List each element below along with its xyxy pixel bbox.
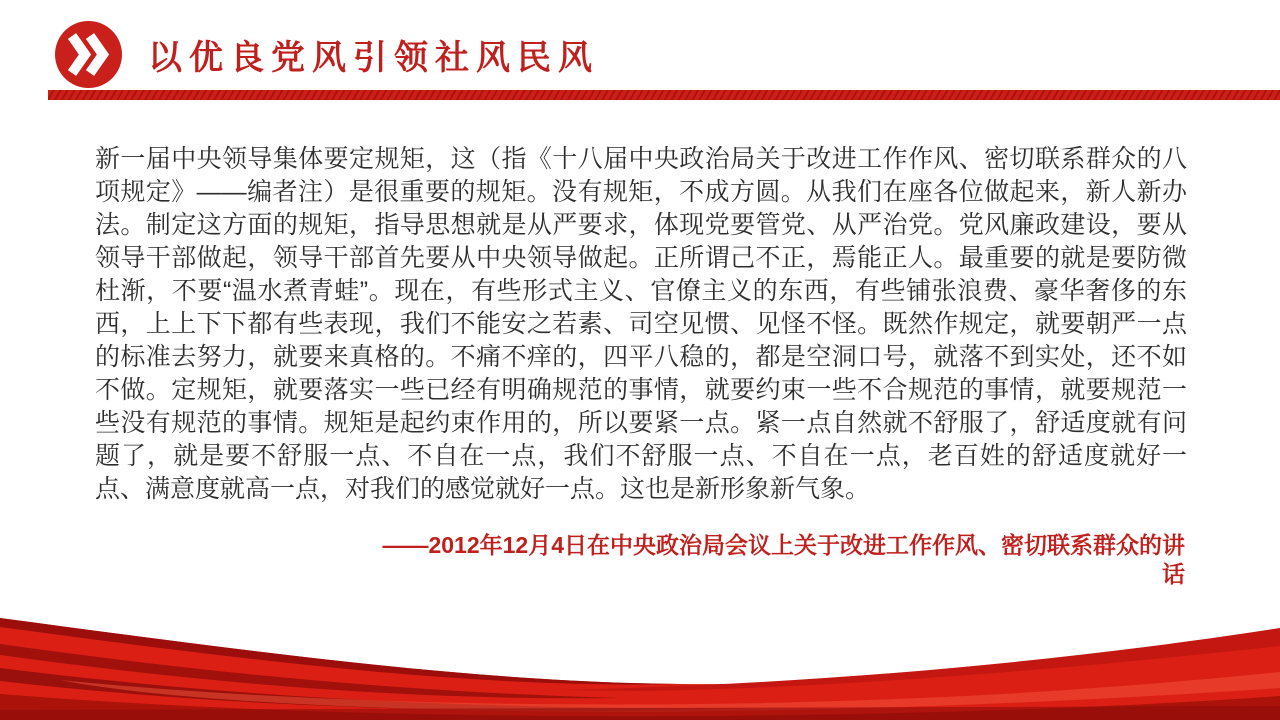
quote-paragraph: 新一届中央领导集体要定规矩，这（指《十八届中央政治局关于改进工作作风、密切联系群众的八项规定》——编者注）是很重要的规矩。没有规矩，不成方圆。从我们在座各位做起来，新人新办法。制定这方面的规矩，指导思想就是从严要求，体现党要管党、从严治党。党风廉政建设，要从领导干部做起，领导干部首先要从中央领导做起。正所谓己不正，焉能正人。最重要的就是要防微杜渐，不要“温水煮青蛙”。现在，有些形式主义、官僚主义的东西，有些铺张浪费、豪华奢侈的东西，上上下下都有些表现，我们不能安之若素、司空见惯、见怪不怪。既然作规定，就要朝严一点的标准去努力，就要来真格的。不痛不痒的，四平八稳的，都是空洞口号，就落不到实处，还不如不做。定规矩，就要落实一些已经有明确规范的事情，就要约束一些不合规范的事情，就要规范一些没有规范的事情。规矩是起约束作用的，所以要紧一点。紧一点自然就不舒服了，舒适度就有问题了，就是要不舒服一点、不自在一点，我们不舒服一点、不自在一点，老百姓的舒适度就好一点、满意度就高一点，对我们的感觉就好一点。这也是新形象新气象。 xyxy=(95,145,1187,503)
header-divider xyxy=(48,90,1280,100)
double-chevron-right-icon xyxy=(55,21,122,88)
slide-header xyxy=(0,0,1280,90)
quote-attribution: ——2012年12月4日在中央政治局会议上关于改进工作作风、密切联系群众的讲话 xyxy=(382,532,1185,587)
slide-title: 以优良党风引领社风民风 xyxy=(148,39,599,77)
red-ribbon-graphic xyxy=(0,610,1280,720)
